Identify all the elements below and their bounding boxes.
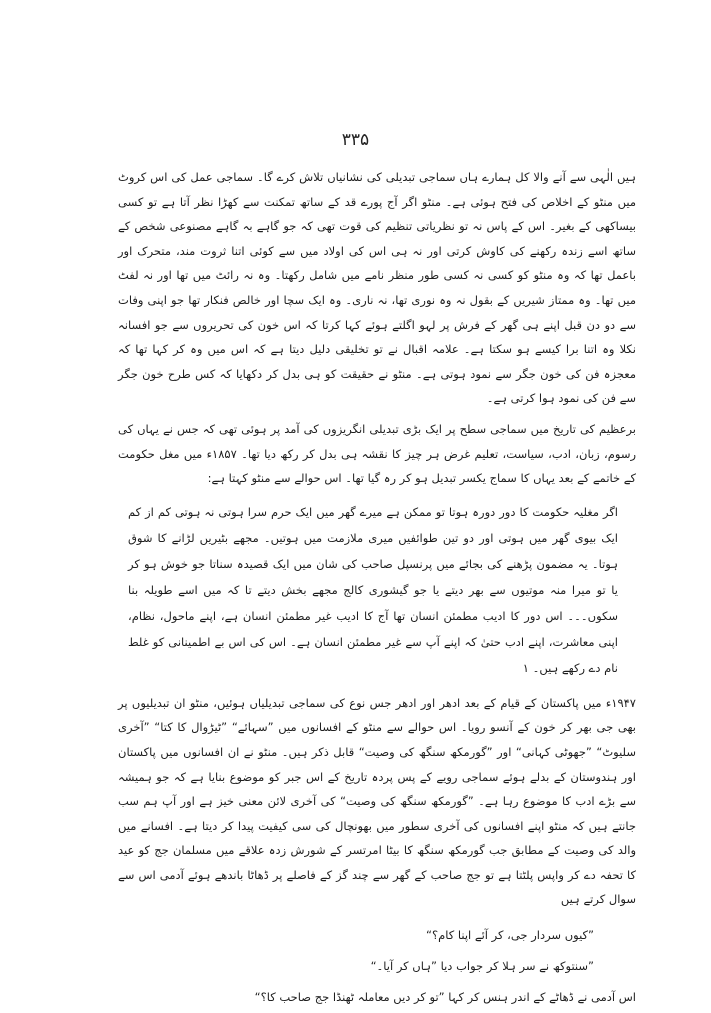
block-quote: اگر مغلیہ حکومت کا دور دورہ ہوتا تو ممکن ہے میرے گھر میں ایک حرم سرا ہوتی نہ ہوتی کم از کم ایک بیوی گھر میں ہوتی اور دو تین طوائفیں میری ملازمت میں ہوتیں۔ مجھے بٹیریں لڑانے کا شوق ہوتا۔ یہ مضمون پڑھنے کی بجائے میں پرنسپل صاحب کی شان میں ایک قصیدہ سناتا جو خوش ہو کر یا تو میرا منہ موتیوں سے بھر دیتے یا جو گیشوری کالج مجھے بخش دیتے تا کہ میں اسے طویلہ بنا سکوں۔۔۔ اس دور کا ادیب مطمئن انسان تھا آج کا ادیب غیر مطمئن انسان ہے، اپنے ماحول، نظام، اپنی معاشرت، اپنے ادب حتیٰ کہ اپنے آپ سے غیر مطمئن انسان ہے۔ اس کی اس بے اطمینانی کو غلط نام دے رکھے ہیں۔ ۱ <box>128 504 618 675</box>
dialogue-block <box>118 920 636 1013</box>
page-number: ۳۳۵ <box>341 130 370 150</box>
dialogue-line-2: ”سنتوکھ نے سر ہلا کر جواب دیا ”ہاں کر آیا۔“ <box>370 959 594 974</box>
paragraph-3: ۱۹۴۷ء میں پاکستان کے قیام کے بعد ادھر اور ادھر جس نوع کی سماجی تبدیلیاں ہوئیں، منٹو ان تبدیلیوں پر بھی جی بھر کر خون کے آنسو رویا۔ اس حوالے سے منٹو کے افسانوں میں ”سہائے“ ”ٹیڑوال کا کتا“ ”آخری سلیوٹ“ ”جھوٹی کہانی“ اور ”گورمکھ سنگھ کی وصیت“ قابل ذکر ہیں۔ منٹو نے ان افسانوں میں پاکستان اور ہندوستان کے بدلے ہوئے سماجی رویے کے پس پردہ تاریخ کے اس جبر کو موضوع بنایا ہے کہ جو ہمیشہ سے بڑے ادب کا موضوع رہا ہے۔ ”گورمکھ سنگھ کی وصیت“ کی آخری لائن معنی خیز ہے اور آپ ہم سب جانتے ہیں کہ منٹو اپنے افسانوں کی آخری سطور میں بھونچال کی سی کیفیت پیدا کر دیتا ہے۔ افسانے میں والد کی وصیت کے مطابق جب گورمکھ سنگھ کا بیٹا امرتسر کے شورش زدہ علاقے میں مسلمان جج کو عید کا تحفہ دے کر واپس پلٹتا ہے تو جج صاحب کے گھر سے چند گز کے فاصلے پر ڈھاٹا باندھے ہوئے آدمی اس سے سوال کرتے ہیں <box>118 695 636 907</box>
dialogue-line-1: ”کیوں سردار جی، کر آئے اپنا کام؟“ <box>426 928 594 943</box>
paragraph-2: برعظیم کی تاریخ میں سماجی سطح پر ایک بڑی تبدیلی انگریزوں کی آمد پر ہوئی تھی کہ جس نے یہاں کی رسوم، زبان، ادب، سیاست، تعلیم غرض ہر چیز کا نقشہ ہی بدل کر رکھ دیا تھا۔ ۱۸۵۷ء میں مغل حکومت کے خاتمے کے بعد یہاں کا سماج یکسر تبدیل ہو کر رہ گیا تھا۔ اس حوالے سے منٹو کہتا ہے: <box>118 421 637 486</box>
paragraph-1: ہیں الٰہی سے آنے والا کل ہمارے ہاں سماجی تبدیلی کی نشانیاں تلاش کرے گا۔ سماجی عمل کی اس کروٹ میں منٹو کے اخلاص کی فتح ہوئی ہے۔ منٹو اگر آج پورے قد کے ساتھ تمکنت سے کھڑا نظر آتا ہے تو کسی بیساکھی کے بغیر۔ اس کے پاس نہ تو نظریاتی تنظیم کی قوت تھی کہ جو گاہے بہ گاہے مصنوعی شخص کے ساتھ اسے زندہ رکھنے کی کاوش کرتی اور نہ ہی اس کی اولاد میں سے کوئی اتنا ثروت مند، متحرک اور باعمل تھا کہ وہ منٹو کو کسی نہ کسی طور منظر نامے میں شامل رکھتا۔ وہ نہ رائٹ میں تھا اور نہ لفٹ میں تھا۔ وہ ممتاز شیریں کے بقول نہ وہ نوری تھا، نہ ناری۔ وہ ایک سچا اور خالص فنکار تھا جو اپنی وفات سے دو دن قبل اپنے ہی گھر کے فرش پر لہو اگلتے ہوئے کہا کرتا کہ اس خون کی تحریروں سے جو افسانہ نکلا وہ اتنا برا کیسے ہو سکتا ہے۔ علامہ اقبال نے تو تخلیقی دلیل دیتا ہے کہ اس میں وہ کر کہا تھا کہ معجزہ فن کی خون جگر سے نمود ہوتی ہے۔ منٹو نے حقیقت کو ہی بدل کر دکھایا کہ کس طرح خون جگر سے فن کی نمود ہوا کرتی ہے۔ <box>118 170 636 406</box>
dialogue-line-3: اس آدمی نے ڈھاٹے کے اندر ہنس کر کہا ”تو کر دیں معاملہ ٹھنڈا جج صاحب کا؟“ <box>254 990 636 1005</box>
body-text <box>118 165 636 1013</box>
